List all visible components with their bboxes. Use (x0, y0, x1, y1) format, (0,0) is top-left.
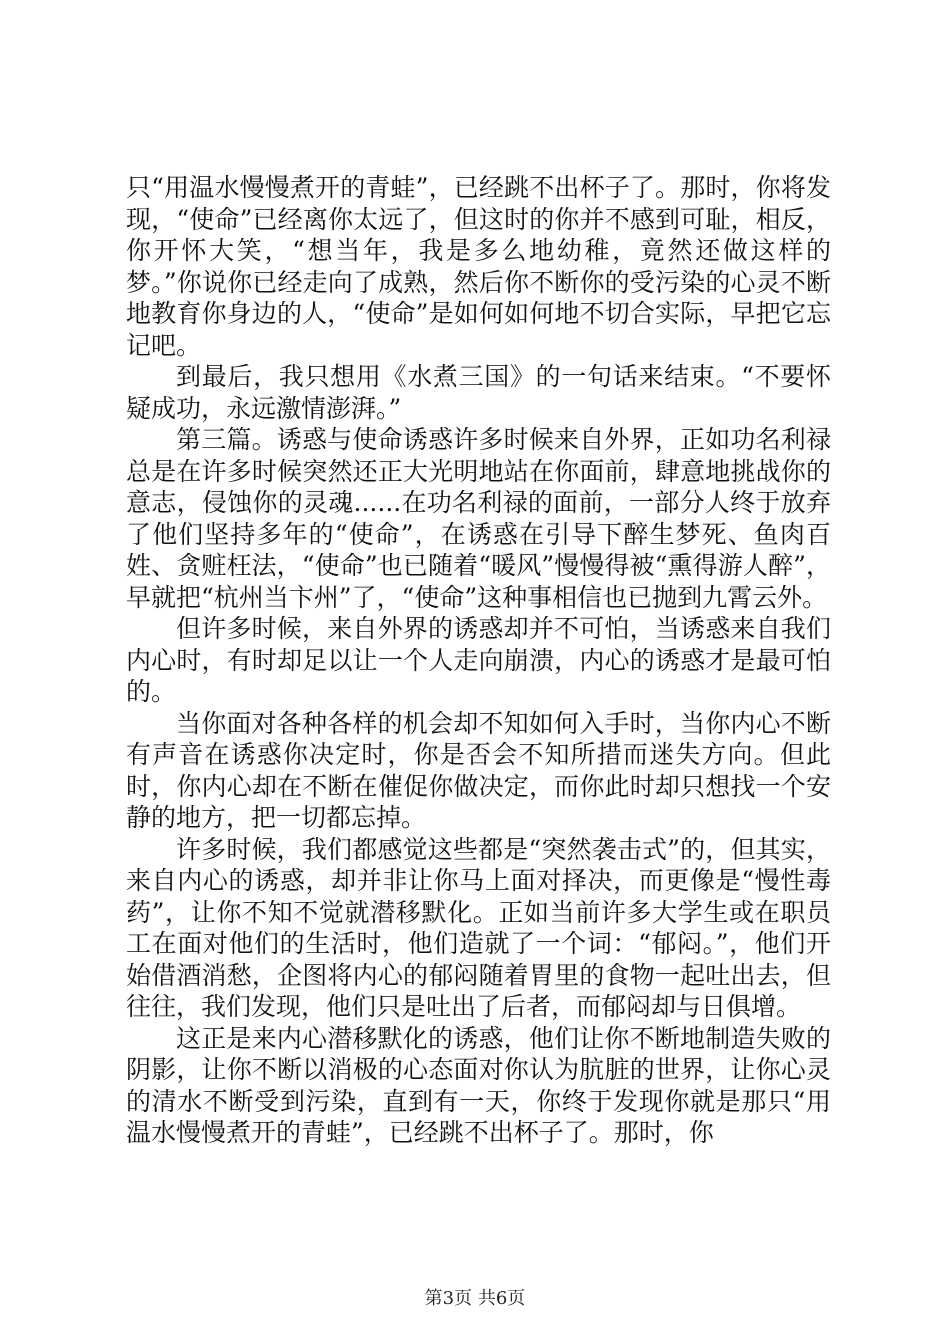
document-body (126, 172, 831, 1149)
paragraph-5: 当你面对各种各样的机会却不知如何入手时，当你内心不断有声音在诱惑你决定时，你是否会不知所措而迷失方向。但此时，你内心却在不断在催促你做决定，而你此时却只想找一个安静的地方，把一切都忘掉。 (126, 708, 831, 832)
page-number-footer: 第3页 共6页 (424, 1288, 526, 1309)
paragraph-3: 第三篇。诱惑与使命诱惑许多时候来自外界，正如功名利禄总是在许多时候突然还正大光明地站在你面前，肆意地挑战你的意志，侵蚀你的灵魂......在功名利禄的面前，一部分人终于放弃了他们坚持多年的“使命”，在诱惑在引导下醉生梦死、鱼肉百姓、贪赃枉法，“使命”也已随着“暖风”慢慢得被“熏得游人醉”，早就把“杭州当卞州”了，“使命”这种事相信也已抛到九霄云外。 (126, 425, 831, 612)
paragraph-4: 但许多时候，来自外界的诱惑却并不可怕，当诱惑来自我们内心时，有时却足以让一个人走向崩溃，内心的诱惑才是最可怕的。 (126, 614, 831, 706)
paragraph-2: 到最后，我只想用《水煮三国》的一句话来结束。“不要怀疑成功，永远激情澎湃。” (126, 362, 831, 423)
paragraph-6: 许多时候，我们都感觉这些都是“突然袭击式”的，但其实，来自内心的诱惑，却并非让你马上面对择决，而更像是“慢性毒药”，让你不知不觉就潜移默化。正如当前许多大学生或在职员工在面对他们的生活时，他们造就了一个词：“郁闷。”，他们开始借酒消愁，企图将内心的郁闷随着胃里的食物一起吐出去，但往往，我们发现，他们只是吐出了后者，而郁闷却与日俱增。 (126, 834, 831, 1021)
paragraph-7: 这正是来内心潜移默化的诱惑，他们让你不断地制造失败的阴影，让你不断以消极的心态面对你认为肮脏的世界，让你心灵的清水不断受到污染，直到有一天，你终于发现你就是那只“用温水慢慢煮开的青蛙”，已经跳不出杯子了。那时，你 (126, 1023, 831, 1147)
paragraph-1: 只“用温水慢慢煮开的青蛙”，已经跳不出杯子了。那时，你将发现，“使命”已经离你太远了，但这时的你并不感到可耻，相反，你开怀大笑，“想当年，我是多么地幼稚，竟然还做这样的梦。”你说你已经走向了成熟，然后你不断你的受污染的心灵不断地教育你身边的人，“使命”是如何如何地不切合实际，早把它忘记吧。 (126, 173, 831, 360)
